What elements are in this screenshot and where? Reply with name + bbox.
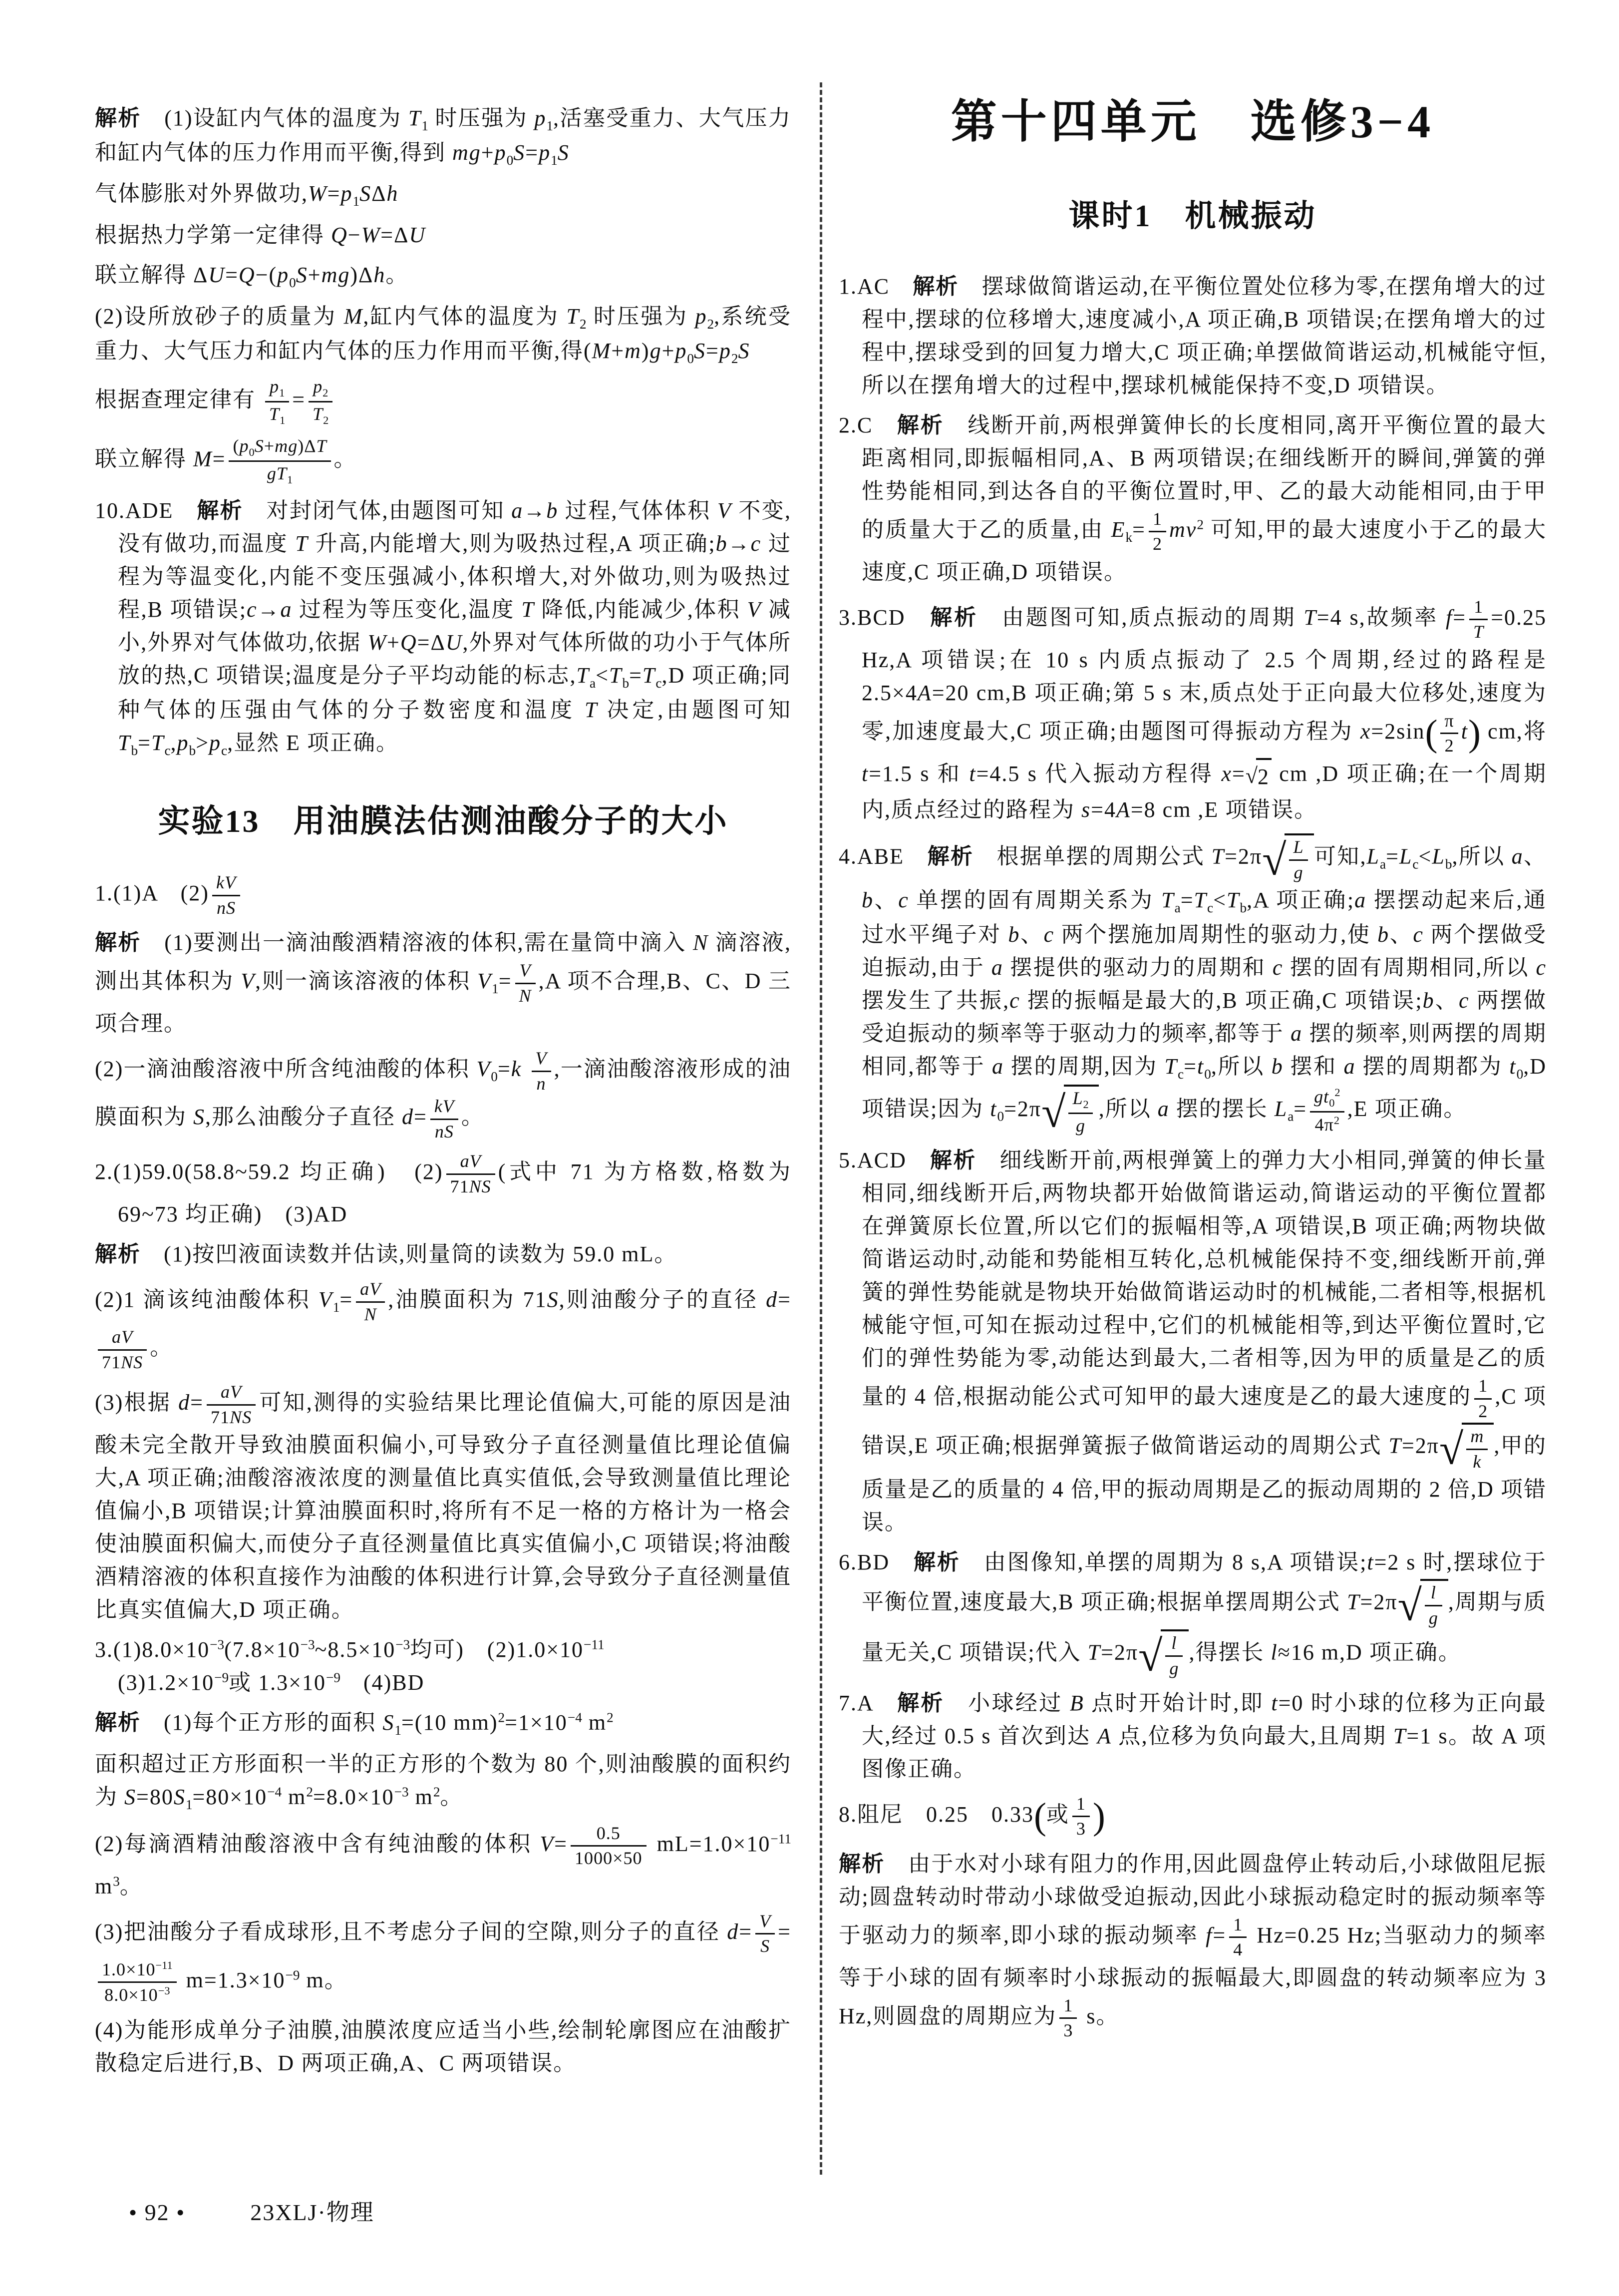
item-2: 2.C 解析 线断开前,两根弹簧伸长的长度相同,离开平衡位置的最大距离相同,即振幅相同,A、B 两项错误;在细线断开的瞬间,弹簧的弹性势能相同,到达各自的平衡位置时,甲、乙的最大动能相同,由于甲的质量大于乙的质量,由 $E_k=$ $\frac{1}{2}$ $mv^2$ 可知,甲的最大速度小于乙的最大速度,C 项正确,D 项错误。 [839, 413, 1547, 584]
solution-intro-paragraph: 气体膨胀对外界做功$,W=p_1S\Delta h$ [95, 181, 399, 209]
item-10: 10.ADE 解析 对封闭气体,由题图可知 a→b 过程,气体体积 V 不变,没有做功,而温度 T 升高,内能增大,则为吸热过程,A 项正确;b→c 过程为等温变化,内能不变压强减小,体积增大,对外做功,则为吸热过程,B 项错误;c→a 过程为等压变化,温度 T 降低,内能减少,体积 V 减小,外界对气体做功,依据 W+Q=ΔU,外界对气体所做的功小于气体所放的热,C 项错误;温度是分子平均动能的标志$,T_a<T_b=T_c,D$ 项正确;同种气体的压强由气体的分子数密度和温度 T 决定,由题图可知 $T_b=T_c,p_b>p_c$,显然 E 项正确。 [95, 498, 792, 758]
exp-item-3-solution: (4)为能形成单分子油膜,油膜浓度应适当小些,绘制轮廓图应在油酸扩散稳定后进行,B、D 两项正确,A、C 两项错误。 [95, 2017, 791, 2075]
solution-intro-paragraph: 根据热力学第一定律得 Q−W=ΔU [95, 223, 426, 248]
left-column [95, 95, 791, 2087]
right-column [839, 75, 1547, 2049]
experiment-13-heading: 实验13 用油膜法估测油酸分子的大小 [158, 803, 728, 839]
page-number: • 92 • [129, 2200, 186, 2225]
solution-intro-paragraph: (2)设所放砂子的质量为 M,缸内气体的温度为 $T_2$ 时压强为 $p_2$,系统受重力、大气压力和缸内气体的压力作用而平衡,得$(M+m)g+p_0S=p_2S$ [95, 304, 792, 366]
solution-intro-paragraph: 解析 (1)设缸内气体的温度为 $T_1$ 时压强为 $p_1$,活塞受重力、大气压力和缸内气体的压力作用而平衡,得到 $mg+p_0S=p_1S$ [95, 106, 792, 168]
solution-intro-paragraph: 联立解得 M= $\frac{(p_0S+mg)\Delta T}{gT_1}$ 。 [95, 436, 357, 486]
item-1: 1.AC 解析 摆球做简谐运动,在平衡位置处位移为零,在摆角增大的过程中,摆球的位移增大,速度减小,A 项正确,B 项错误;在摆角增大的过程中,摆球受到的回复力增大,C 项正确;单摆做简谐运动,机械能守恒,所以在摆角增大的过程中,摆球机械能保持不变,D 项错误。 [839, 274, 1547, 397]
exp-item-3-answer: $3.(1)8.0\times 10^{-3}(7.8\times 10^{-3}\sim 8.5\times 10^{-3}$均可) $(2)1.0\times 10^{-11}$ $(3)1.2\times 10^{-9}$或 $1.3\times 10^{-9}$ (4)BD [95, 1637, 605, 1695]
item-3: 3.BCD 解析 由题图可知,质点振动的周期 T=4 s,故频率 f= $\frac{1}{T}$ =0.25 Hz,A 项错误;在 10 s 内质点振动了 2.5 个周期,经过的路程是 2.5×4A=20 cm,B 项正确;第 5 s 末,质点处于正向最大位移处,速度为零,加速度最大,C 项正确;由题图可得振动方程为 x=2sin( $\frac{\pi}{2}$ t) cm,将 t=1.5 s 和 t=4.5 s 代入振动方程得 x= √ 2 cm ,D 项正确;在一个周期内,质点经过的路程为 s=4A=8 cm ,E 项错误。 [839, 596, 1547, 822]
exp-item-1-answer: 1.(1)A (2) $\frac{kV}{nS}$ [95, 871, 791, 919]
page-footer [129, 2194, 374, 2227]
exp-item-3-solution: (2)每滴酒精油酸溶液中含有纯油酸的体积 V= $\frac{0.5}{1000\times 50}$ $mL=1.0\times 10^{-11}$ $m^3$。 [95, 1823, 791, 1899]
item-8-answer: 8.阻尼 0.25 0.33(或 $\frac{1}{3}$ ) [839, 1794, 1105, 1839]
item-7: 7.A 解析 小球经过 B 点时开始计时,即 t=0 时小球的位移为正向最大,经过 0.5 s 首次到达 A 点,位移为负向最大,且周期 T=1 s。故 A 项图像正确。 [839, 1691, 1547, 1781]
edition-label: 23XLJ·物理 [250, 2200, 374, 2225]
exp-item-2-solution: (3)根据 d= $\frac{aV}{71NS}$ 可知,测得的实验结果比理论值偏大,可能的原因是油酸未完全散开导致油膜面积偏小,可导致分子直径测量值比理论值偏大,A 项正确;油酸溶液浓度的测量值比真实值低,会导致测量值比理论值偏小,B 项错误;计算油膜面积时,将所有不足一格的方格计为一格会使油膜面积偏大,而使分子直径测量值比真实值偏小,C 项错误;将油酸酒精溶液的体积直接作为油酸的体积进行计算,会导致分子直径测量值比真实值偏大,D 项正确。 [95, 1382, 792, 1622]
exp-item-3-solution: 面积超过正方形面积一半的正方形的个数为 80 个,则油酸膜的面积约为 $S=80S_1=80\times 10^{-4}$ $m^2=8.0\times 10^{-3}$ $m^2$。 [95, 1751, 791, 1812]
unit-title: 第十四单元 选修3−4 [951, 96, 1435, 147]
exp-item-3-solution: (3)把油酸分子看成球形,且不考虑分子间的空隙,则分子的直径 d= $\frac{V}{S}$ = $\frac{1.0\times 10^{-11}}{8.0\times 10^{-3}}$ $m=1.3\times 10^{-9}$ m。 [95, 1911, 791, 2005]
exp-item-2-solution: (2)1 滴该纯油酸体积 $V_1=$ $\frac{aV}{N}$ ,油膜面积为 71S,则油酸分子的直径 d= $\frac{aV}{71NS}$ 。 [95, 1279, 791, 1372]
solution-intro-paragraph: 根据查理定律有 $\frac{p_1}{T_1}$ = $\frac{p_2}{T_2}$ [95, 376, 791, 428]
column-divider-dashed-line [820, 82, 822, 2175]
solution-intro-paragraph: 联立解得 $\Delta U=Q-(p_0S+mg)\Delta h$。 [95, 263, 409, 290]
exp-item-3-solution: 解析 (1)每个正方形的面积 $S_1=(10$ $mm)^2=1\times 10^{-4}$ $m^2$ [95, 1710, 614, 1738]
lesson-title: 课时1 机械振动 [1068, 199, 1317, 233]
item-4: 4.ABE 解析 根据单摆的周期公式 T=2π √ $\frac{L}{g}$ 可知$,L_a=L_c<L_b$,所以 a、b、c 单摆的固有周期关系为 $T_a=T_c<T_b,A$ 项正确;a 摆摆动起来后,通过水平绳子对 b、c 两个摆施加周期性的驱动力,使 b、c 两个摆做受迫振动,由于 a 摆提供的驱动力的周期和 c 摆的固有周期相同,所以 c 摆发生了共振,c 摆的振幅是最大的,B 项正确,C 项错误;b、c 两摆做受迫振动的频率等于驱动力的频率,都等于 a 摆的频率,则两摆的周期相同,都等于 a 摆的周期,因为 $T_c=t_0$,所以 b 摆和 a 摆的周期都为 $t_0,D$ 项错误;因为 $t_0=2\pi$ √ $\frac{L_2}{g}$ ,所以 a 摆的摆长 $L_a=$ $\frac{gt_0^2}{4\pi^2}$ ,E 项正确。 [839, 833, 1547, 1137]
item-8-solution: 解析 由于水对小球有阻力的作用,因此圆盘停止转动后,小球做阻尼振动;圆盘转动时带动小球做受迫振动,因此小球振动稳定时的振动频率等于驱动力的频率,即小球的振动频率 f= $\frac{1}{4}$ Hz=0.25 Hz;当驱动力的频率等于小球的固有频率时小球振动的振幅最大,即圆盘的转动频率应为 3 Hz,则圆盘的周期应为 $\frac{1}{3}$ s。 [839, 1851, 1547, 2041]
exp-item-2-answer: 2.(1)59.0(58.8~59.2 均正确) (2) $\frac{aV}{71NS}$ (式中 71 为方格数,格数为 69~73 均正确) (3)AD [95, 1151, 791, 1227]
exp-item-1-solution: (2)一滴油酸溶液中所含纯油酸的体积 $V_0=k$ $\frac{V}{n}$ ,一滴油酸溶液形成的油膜面积为 S,那么油酸分子直径 d= $\frac{kV}{nS}$ 。 [95, 1048, 792, 1142]
exp-item-1-solution: 解析 (1)要测出一滴油酸酒精溶液的体积,需在量筒中滴入 N 滴溶液,测出其体积为 V,则一滴该溶液的体积 $V_1=$ $\frac{V}{N}$ ,A 项不合理,B、C、D 三项合理。 [95, 930, 791, 1036]
item-5: 5.ACD 解析 细线断开前,两根弹簧上的弹力大小相同,弹簧的伸长量相同,细线断开后,两物块都开始做简谐运动,简谐运动的平衡位置都在弹簧原长位置,所以它们的振幅相等,A 项错误,B 项正确;两物块做简谐运动时,动能和势能相互转化,总机械能保持不变,细线断开前,弹簧的弹性势能就是物块开始做简谐运动时的机械能,二者相等,根据机械能守恒,可知在振动过程中,它们的机械能相等,到达平衡位置时,它们的弹性势能为零,动能达到最大,二者相等,因为甲的质量是乙的质量的 4 倍,根据动能公式可知甲的最大速度是乙的最大速度的 $\frac{1}{2}$ ,C 项错误,E 项正确;根据弹簧振子做简谐运动的周期公式 T=2π √ $\frac{m}{k}$ ,甲的质量是乙的质量的 4 倍,甲的振动周期是乙的振动周期的 2 倍,D 项错误。 [839, 1148, 1547, 1535]
exp-item-2-solution: 解析 (1)按凹液面读数并估读,则量筒的读数为 59.0 mL。 [95, 1242, 677, 1267]
item-6: 6.BD 解析 由图像知,单摆的周期为 8 s,A 项错误;t=2 s 时,摆球位于平衡位置,速度最大,B 项正确;根据单摆周期公式 T=2π √ $\frac{l}{g}$ ,周期与质量无关,C 项错误;代入 T=2π √ $\frac{l}{g}$ ,得摆长 l≈16 m,D 项正确。 [839, 1550, 1547, 1681]
